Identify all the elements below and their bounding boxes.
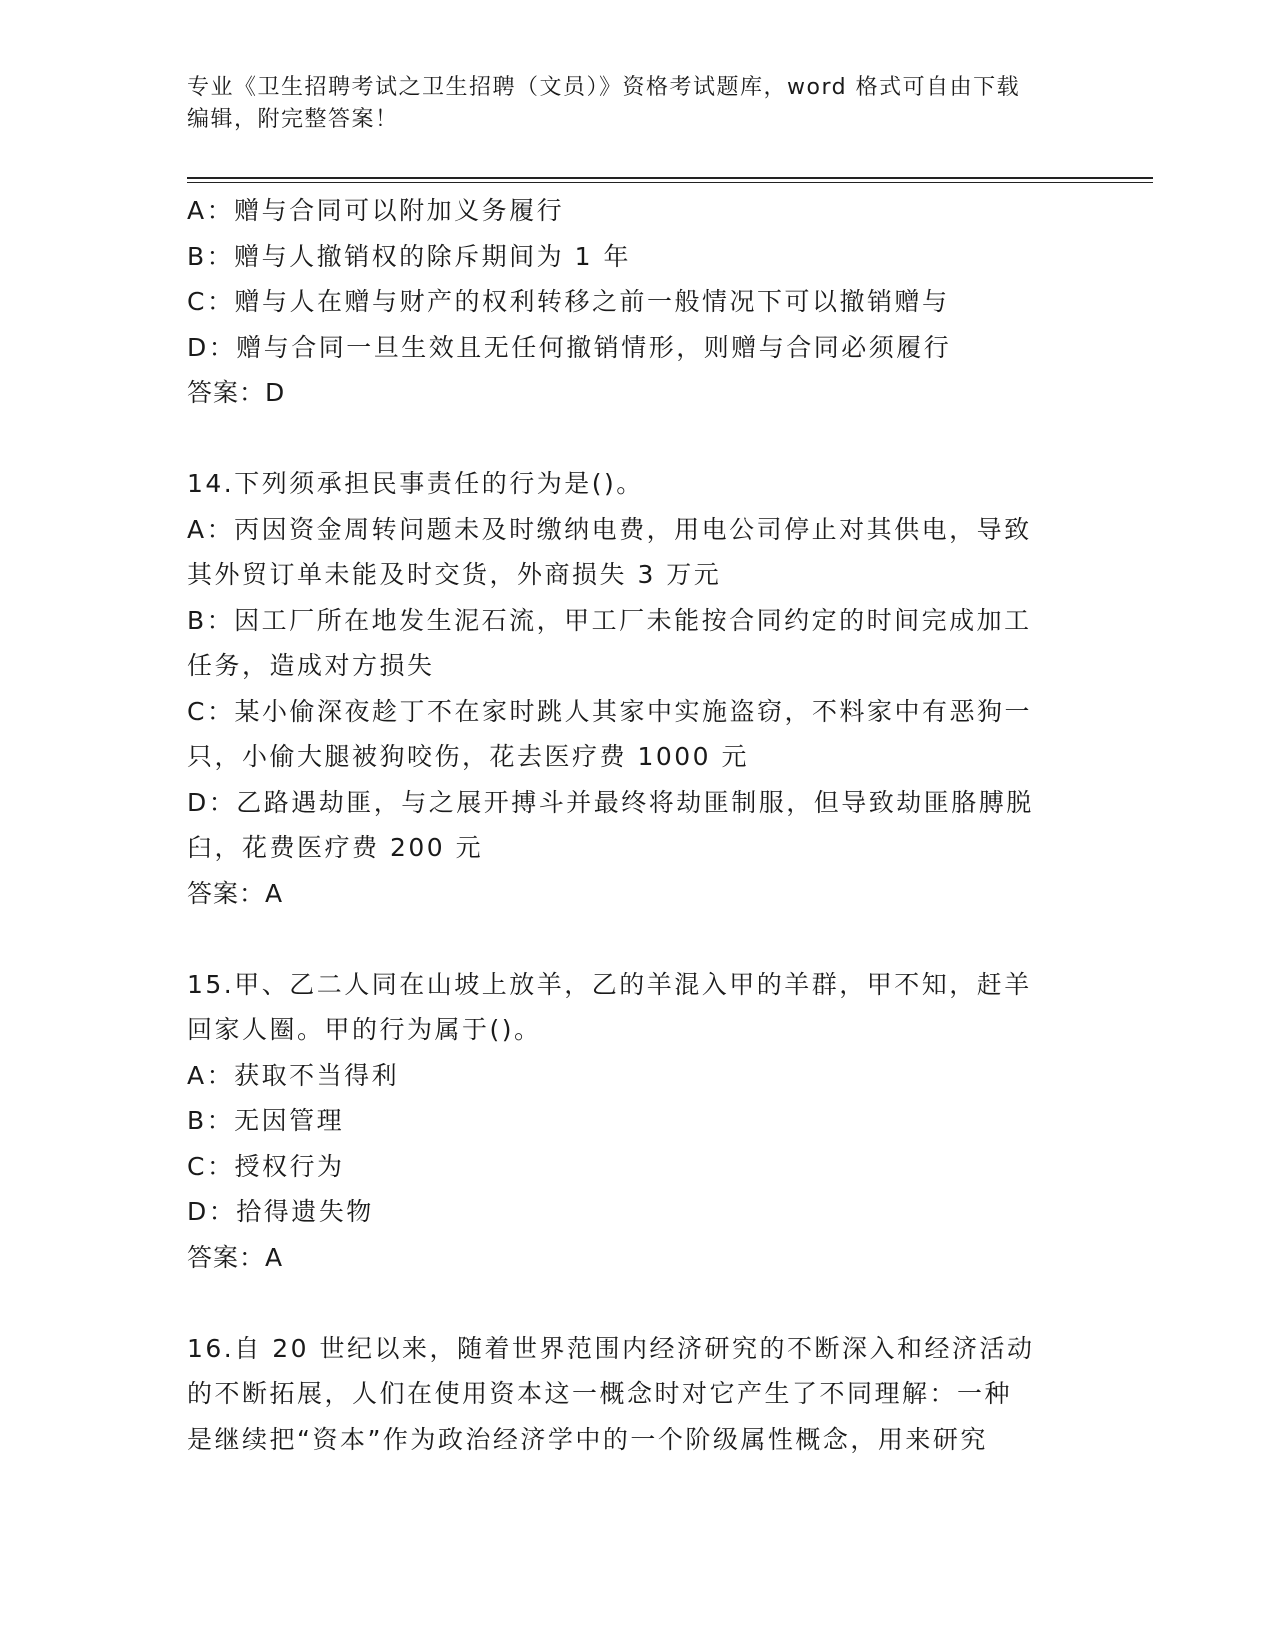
q14-option-d-line-2: 臼，花费医疗费 200 元 — [187, 833, 484, 862]
q13-option-c: C：赠与人在赠与财产的权利转移之前一般情况下可以撤销赠与 — [187, 287, 950, 316]
q15-question-line-1: 15.甲、乙二人同在山坡上放羊，乙的羊混入甲的羊群，甲不知，赶羊 — [187, 969, 1032, 999]
q16-line-2: 的不断拓展，人们在使用资本这一概念时对它产生了不同理解：一种 — [187, 1379, 1013, 1408]
question-15-block — [187, 962, 1087, 1281]
q14-option-a-line-1: A：丙因资金周转问题未及时缴纳电费，用电公司停止对其供电，导致 — [187, 514, 1032, 544]
question-list — [187, 188, 1087, 1462]
question-13-block — [187, 188, 1087, 416]
q14-option-b-line-2: 任务，造成对方损失 — [187, 651, 435, 680]
q15-question-line-2: 回家人圈。甲的行为属于()。 — [187, 1015, 542, 1044]
q16-line-1: 16.自 20 世纪以来，随着世界范围内经济研究的不断深入和经济活动 — [187, 1333, 1035, 1363]
question-14-block — [187, 461, 1087, 916]
question-16-block — [187, 1326, 1087, 1463]
header-line-1: 专业《卫生招聘考试之卫生招聘（文员）》资格考试题库，word 格式可自由下载 — [187, 75, 1021, 100]
q14-option-d-line-1: D：乙路遇劫匪，与之展开搏斗并最终将劫匪制服，但导致劫匪胳膊脱 — [187, 787, 1034, 817]
q15-option-d: D：拾得遗失物 — [187, 1197, 374, 1226]
spacer — [187, 916, 1087, 962]
q15-option-c: C：授权行为 — [187, 1151, 345, 1181]
document-header — [187, 72, 1067, 136]
q15-option-a: A：获取不当得利 — [187, 1060, 400, 1090]
q13-option-d: D：赠与合同一旦生效且无任何撤销情形，则赠与合同必须履行 — [187, 332, 952, 362]
header-line-2: 编辑，附完整答案！ — [187, 107, 399, 132]
q14-option-a-line-2: 其外贸订单未能及时交货，外商损失 3 万元 — [187, 560, 722, 589]
q14-option-c-line-2: 只，小偷大腿被狗咬伤，花去医疗费 1000 元 — [187, 742, 750, 771]
q15-answer: 答案：A — [187, 1242, 284, 1272]
q16-line-3: 是继续把“资本”作为政治经济学中的一个阶级属性概念，用来研究 — [187, 1424, 988, 1454]
q15-option-b: B：无因管理 — [187, 1106, 345, 1135]
q14-option-b-line-1: B：因工厂所在地发生泥石流，甲工厂未能按合同约定的时间完成加工 — [187, 605, 1032, 635]
header-rule-thin — [187, 182, 1153, 183]
q14-answer: 答案：A — [187, 878, 284, 908]
q13-option-a: A：赠与合同可以附加义务履行 — [187, 196, 565, 225]
spacer — [187, 416, 1087, 462]
header-rule-thick — [187, 177, 1153, 179]
q13-option-b: B：赠与人撤销权的除斥期间为 1 年 — [187, 241, 631, 271]
q14-option-c-line-1: C：某小偷深夜趁丁不在家时跳人其家中实施盗窃，不料家中有恶狗一 — [187, 696, 1032, 726]
spacer — [187, 1280, 1087, 1326]
q14-question: 14.下列须承担民事责任的行为是()。 — [187, 469, 644, 498]
q13-answer: 答案：D — [187, 378, 286, 407]
